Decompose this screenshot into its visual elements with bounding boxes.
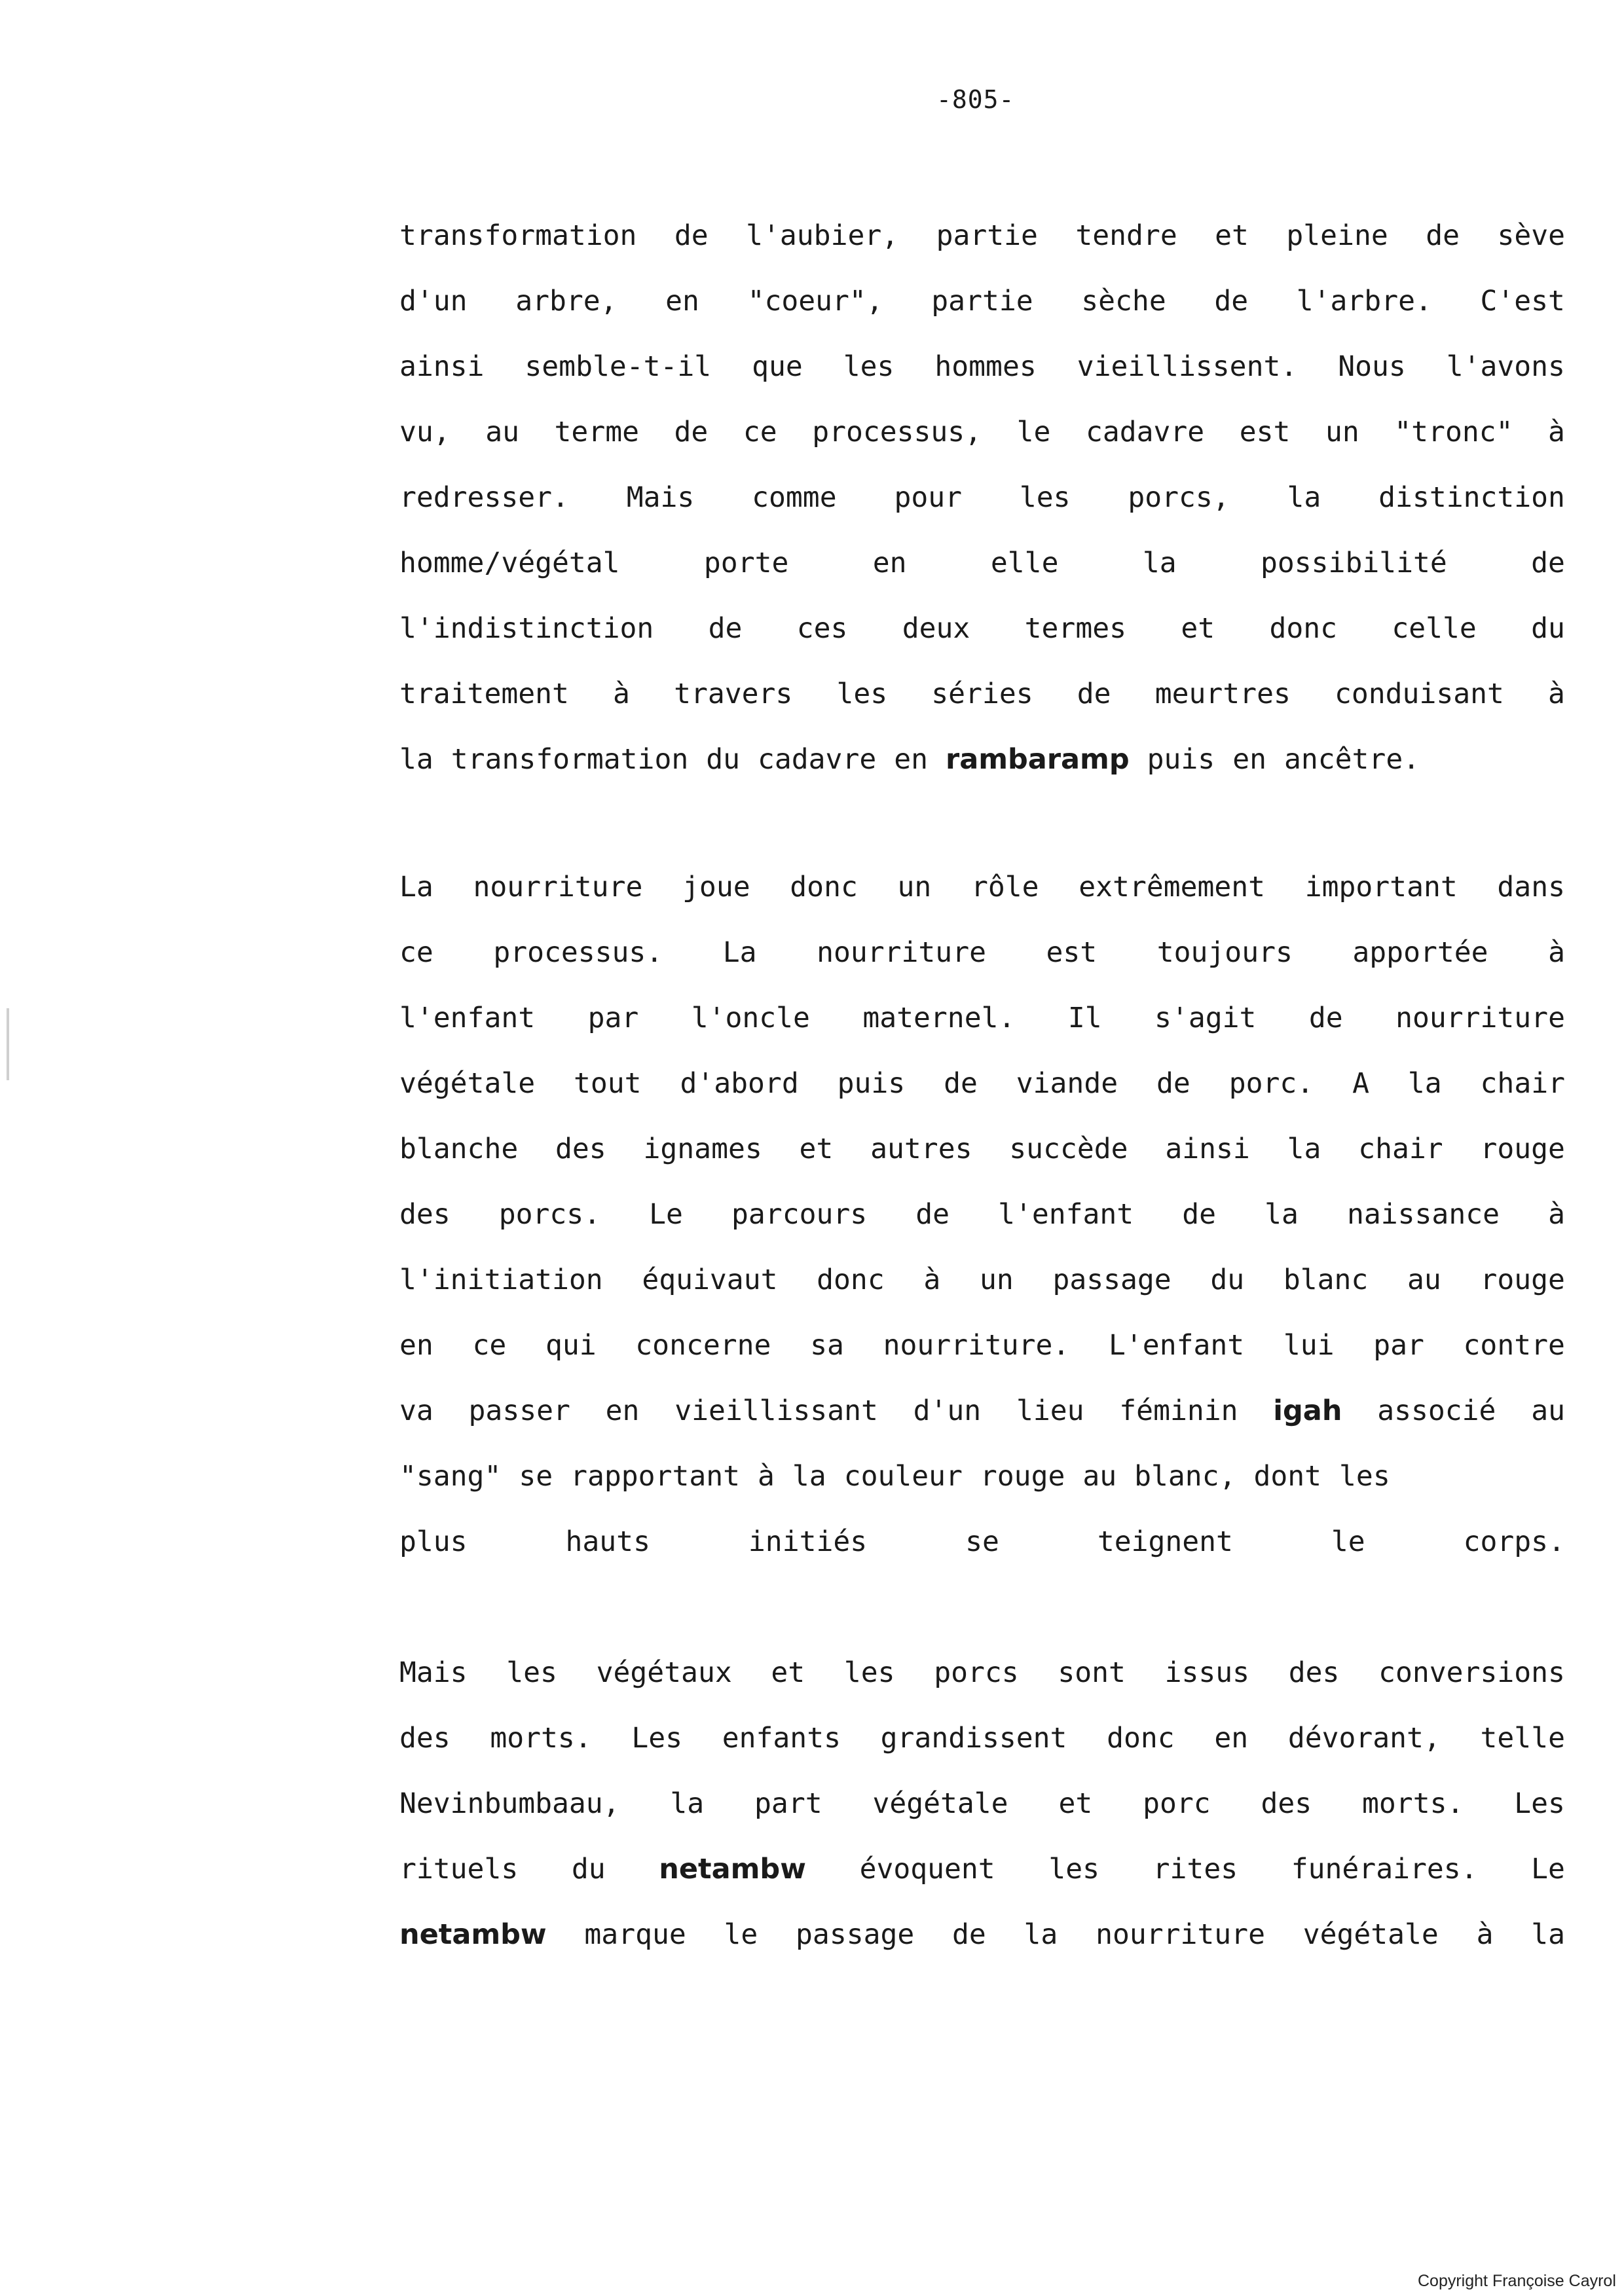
- word: conduisant: [1335, 678, 1504, 710]
- word: au: [1531, 1394, 1565, 1427]
- word: partie: [931, 285, 1033, 318]
- word: l'enfant: [399, 1002, 536, 1034]
- word: à: [613, 678, 630, 710]
- word: de: [674, 416, 709, 448]
- text-line: [399, 268, 1565, 334]
- text-line: [399, 465, 1565, 530]
- word: les: [843, 1656, 895, 1689]
- word: terme: [554, 416, 639, 448]
- word: C'est: [1480, 285, 1565, 318]
- word: porcs.: [498, 1198, 601, 1231]
- word: l'initiation: [399, 1264, 603, 1296]
- word: et: [1181, 612, 1215, 645]
- word: végétale: [399, 1067, 536, 1100]
- emphasized-term: igah: [1273, 1394, 1342, 1427]
- word: en: [894, 743, 928, 776]
- word: porte: [703, 547, 789, 579]
- word: équivaut: [642, 1264, 778, 1296]
- word: un: [979, 1264, 1014, 1296]
- word: dévorant,: [1287, 1722, 1441, 1755]
- word: de: [1077, 678, 1111, 710]
- word: deux: [902, 612, 970, 645]
- word: important: [1304, 871, 1458, 903]
- word: telle: [1480, 1722, 1565, 1755]
- word: à: [1548, 678, 1565, 710]
- word: et: [1215, 219, 1249, 252]
- word: partie: [936, 219, 1038, 252]
- word: "coeur",: [747, 285, 883, 318]
- word: du: [1531, 612, 1565, 645]
- word: vu,: [399, 416, 451, 448]
- word: par: [1373, 1329, 1424, 1362]
- word: apportée: [1352, 936, 1488, 969]
- text-line: [399, 1509, 1565, 1575]
- word: termes: [1024, 612, 1126, 645]
- word: Mais: [626, 481, 695, 514]
- word: blanc: [1283, 1264, 1369, 1296]
- word: la: [792, 1460, 826, 1493]
- word: la: [1024, 1918, 1058, 1951]
- word: l'oncle: [691, 1002, 810, 1034]
- word: l'indistinction: [399, 612, 654, 645]
- word: L'enfant: [1109, 1329, 1245, 1362]
- word: ainsi: [399, 350, 485, 383]
- text-line: [399, 1051, 1565, 1116]
- word: chair: [1480, 1067, 1565, 1100]
- word: processus.: [493, 936, 663, 969]
- word: porc.: [1228, 1067, 1314, 1100]
- word: funéraires.: [1291, 1853, 1478, 1886]
- word: conversions: [1378, 1656, 1565, 1689]
- word: se: [965, 1525, 999, 1558]
- word: un: [897, 871, 932, 903]
- text-line: [399, 1182, 1565, 1247]
- word: tout: [574, 1067, 642, 1100]
- word: à: [1548, 1198, 1565, 1231]
- word: de: [674, 219, 709, 252]
- word: les: [1339, 1460, 1390, 1493]
- word: les: [836, 678, 888, 710]
- text-line: [399, 854, 1565, 920]
- word: le: [724, 1918, 758, 1951]
- page-number: -805-: [936, 85, 1015, 114]
- word: au: [1082, 1460, 1117, 1493]
- text-line: [399, 661, 1565, 727]
- word: du: [706, 743, 740, 776]
- word: vieillissent.: [1077, 350, 1298, 383]
- text-line: [399, 1640, 1565, 1705]
- text-line: [399, 1313, 1565, 1378]
- text-line: [399, 1444, 1565, 1509]
- word: succède: [1009, 1133, 1128, 1165]
- text-line: [399, 920, 1565, 985]
- word: sèche: [1081, 285, 1166, 318]
- word: dont: [1253, 1460, 1322, 1493]
- word: marque: [584, 1918, 686, 1951]
- word: part: [754, 1787, 822, 1820]
- word: puis: [837, 1067, 906, 1100]
- word: traitement: [399, 678, 569, 710]
- word: à: [758, 1460, 775, 1493]
- word: Nous: [1338, 350, 1406, 383]
- paragraph-3: [399, 1640, 1565, 1967]
- word: viande: [1016, 1067, 1118, 1100]
- text-line: [399, 1705, 1565, 1771]
- word: sa: [810, 1329, 844, 1362]
- emphasized-term: netambw: [399, 1918, 547, 1951]
- word: l'avons: [1446, 350, 1565, 383]
- word: la: [1287, 481, 1321, 514]
- word: donc: [817, 1264, 885, 1296]
- word: est: [1239, 416, 1291, 448]
- text-line: [399, 596, 1565, 661]
- word: naissance: [1346, 1198, 1500, 1231]
- word: "tronc": [1394, 416, 1513, 448]
- word: des: [555, 1133, 606, 1165]
- text-line: [399, 203, 1565, 268]
- word: de: [915, 1198, 950, 1231]
- word: les: [843, 350, 895, 383]
- word: donc: [790, 871, 858, 903]
- word: et: [1058, 1787, 1093, 1820]
- word: dans: [1497, 871, 1565, 903]
- text-line: [399, 727, 1565, 792]
- word: nourriture: [817, 936, 986, 969]
- word: de: [1426, 219, 1460, 252]
- word: Les: [1514, 1787, 1565, 1820]
- word: du: [571, 1853, 606, 1886]
- word: se: [519, 1460, 553, 1493]
- word: parcours: [731, 1198, 868, 1231]
- word: ces: [796, 612, 848, 645]
- word: végétale: [872, 1787, 1008, 1820]
- word: au: [485, 416, 519, 448]
- word: transformation: [399, 219, 637, 252]
- word: La: [399, 871, 434, 903]
- word: corps.: [1463, 1525, 1565, 1558]
- copyright-footer: Copyright Françoise Cayrol: [1418, 2272, 1616, 2290]
- word: Nevinbumbaau,: [399, 1787, 620, 1820]
- word: nourriture: [473, 871, 643, 903]
- word: grandissent: [880, 1722, 1067, 1755]
- word: de: [1308, 1002, 1343, 1034]
- word: la: [1287, 1133, 1321, 1165]
- word: de: [1182, 1198, 1217, 1231]
- text-line: [399, 1771, 1565, 1836]
- paragraph-1: [399, 203, 1565, 792]
- word: pleine: [1286, 219, 1388, 252]
- word: homme/végétal: [399, 547, 620, 579]
- word: nourriture.: [883, 1329, 1070, 1362]
- word: la: [1142, 547, 1177, 579]
- word: autres: [870, 1133, 972, 1165]
- word: porc: [1143, 1787, 1211, 1820]
- word: travers: [674, 678, 793, 710]
- word: Il: [1067, 1002, 1102, 1034]
- word: blanche: [399, 1133, 519, 1165]
- word: de: [944, 1067, 978, 1100]
- word: porcs,: [1128, 481, 1230, 514]
- word: de: [952, 1918, 986, 1951]
- word: lieu: [1016, 1394, 1084, 1427]
- word: ainsi: [1165, 1133, 1250, 1165]
- word: concerne: [635, 1329, 771, 1362]
- word: ce: [399, 936, 434, 969]
- word: en: [665, 285, 699, 318]
- word: possibilité: [1261, 547, 1447, 579]
- word: celle: [1392, 612, 1477, 645]
- word: de: [1214, 285, 1249, 318]
- word: Le: [1531, 1853, 1565, 1886]
- word: nourriture: [1395, 1002, 1565, 1034]
- word: vieillissant: [674, 1394, 878, 1427]
- word: pour: [894, 481, 962, 514]
- word: ce: [472, 1329, 507, 1362]
- paragraph-2: [399, 854, 1565, 1575]
- word: initiés: [748, 1525, 868, 1558]
- word: sève: [1497, 219, 1565, 252]
- word: la: [399, 743, 434, 776]
- word: rôle: [971, 871, 1039, 903]
- word: nourriture: [1096, 1918, 1265, 1951]
- word: issus: [1164, 1656, 1250, 1689]
- word: extrêmement: [1079, 871, 1266, 903]
- word: les: [506, 1656, 557, 1689]
- word: "sang": [399, 1460, 502, 1493]
- word: et: [799, 1133, 834, 1165]
- word: la: [1264, 1198, 1299, 1231]
- word: arbre,: [515, 285, 618, 318]
- word: d'abord: [680, 1067, 799, 1100]
- word: Les: [631, 1722, 683, 1755]
- word: au: [1407, 1264, 1441, 1296]
- word: meurtres: [1154, 678, 1291, 710]
- word: associé: [1377, 1394, 1496, 1427]
- text-line: [399, 985, 1565, 1051]
- text-line: [399, 334, 1565, 399]
- word: A: [1352, 1067, 1369, 1100]
- word: ce: [743, 416, 777, 448]
- word: va: [399, 1394, 434, 1427]
- word: tendre: [1075, 219, 1177, 252]
- word: redresser.: [399, 481, 569, 514]
- word: végétaux: [596, 1656, 732, 1689]
- word: des: [399, 1722, 451, 1755]
- text-line: [399, 1836, 1565, 1902]
- word: rapportant: [570, 1460, 741, 1493]
- word: qui: [545, 1329, 597, 1362]
- word: un: [1325, 416, 1359, 448]
- word: distinction: [1378, 481, 1565, 514]
- word: chair: [1358, 1133, 1443, 1165]
- word: la: [1407, 1067, 1442, 1100]
- word: le: [1331, 1525, 1365, 1558]
- word: la: [670, 1787, 705, 1820]
- word: comme: [752, 481, 837, 514]
- word: les: [1019, 481, 1071, 514]
- emphasized-term: rambaramp: [946, 743, 1130, 776]
- text-line: [399, 1378, 1565, 1444]
- word: hauts: [565, 1525, 650, 1558]
- text-line: [399, 399, 1565, 465]
- word: cadavre: [758, 743, 877, 776]
- word: teignent: [1097, 1525, 1233, 1558]
- word: à: [1548, 936, 1565, 969]
- word: rouge: [1480, 1264, 1565, 1296]
- word: en: [872, 547, 907, 579]
- word: que: [752, 350, 803, 383]
- text-line: [399, 1902, 1565, 1967]
- word: l'aubier,: [746, 219, 899, 252]
- word: morts.: [490, 1722, 592, 1755]
- word: semble-t-il: [525, 350, 712, 383]
- text-line: [399, 1247, 1565, 1313]
- word: hommes: [934, 350, 1037, 383]
- word: lui: [1283, 1329, 1335, 1362]
- word: féminin: [1119, 1394, 1238, 1427]
- word: passage: [1052, 1264, 1172, 1296]
- word: en: [399, 1329, 434, 1362]
- word: elle: [990, 547, 1059, 579]
- word: en: [605, 1394, 640, 1427]
- word: à: [1548, 416, 1565, 448]
- word: cadavre: [1085, 416, 1205, 448]
- word: l'enfant: [998, 1198, 1134, 1231]
- word: du: [1210, 1264, 1245, 1296]
- word: le: [1016, 416, 1051, 448]
- word: séries: [931, 678, 1033, 710]
- word: donc: [1107, 1722, 1175, 1755]
- word: processus,: [812, 416, 982, 448]
- word: à: [1476, 1918, 1494, 1951]
- word: Mais: [399, 1656, 468, 1689]
- word: évoquent: [859, 1853, 995, 1886]
- word: à: [923, 1264, 941, 1296]
- word: contre: [1463, 1329, 1565, 1362]
- word: des: [399, 1198, 451, 1231]
- word: plus: [399, 1525, 468, 1558]
- word: passer: [468, 1394, 570, 1427]
- word: La: [722, 936, 757, 969]
- word: s'agit: [1154, 1002, 1257, 1034]
- word: enfants: [722, 1722, 841, 1755]
- scan-edge-mark: [7, 1008, 9, 1080]
- text-line: [399, 1116, 1565, 1182]
- word: blanc,: [1134, 1460, 1236, 1493]
- word: Le: [649, 1198, 683, 1231]
- word: d'un: [913, 1394, 982, 1427]
- word: sont: [1058, 1656, 1126, 1689]
- word: porcs: [934, 1656, 1019, 1689]
- emphasized-term: netambw: [659, 1853, 806, 1886]
- word: donc: [1269, 612, 1337, 645]
- word: de: [708, 612, 743, 645]
- word: morts.: [1362, 1787, 1464, 1820]
- word: maternel.: [862, 1002, 1016, 1034]
- word: en: [1232, 743, 1266, 776]
- word: de: [1531, 547, 1565, 579]
- word: puis: [1147, 743, 1215, 776]
- word: par: [587, 1002, 639, 1034]
- word: ignames: [643, 1133, 762, 1165]
- text-line: [399, 530, 1565, 596]
- word: joue: [682, 871, 750, 903]
- word: l'arbre.: [1296, 285, 1432, 318]
- word: des: [1261, 1787, 1312, 1820]
- word: transformation: [451, 743, 689, 776]
- word: toujours: [1156, 936, 1293, 969]
- word: d'un: [399, 285, 468, 318]
- word: couleur: [843, 1460, 963, 1493]
- word: végétale: [1302, 1918, 1439, 1951]
- word: en: [1214, 1722, 1249, 1755]
- word: rouge: [980, 1460, 1065, 1493]
- word: de: [1156, 1067, 1190, 1100]
- word: est: [1046, 936, 1098, 969]
- word: passage: [796, 1918, 915, 1951]
- word: rituels: [399, 1853, 519, 1886]
- word: et: [771, 1656, 805, 1689]
- word: les: [1048, 1853, 1100, 1886]
- word: rouge: [1480, 1133, 1565, 1165]
- word: des: [1288, 1656, 1340, 1689]
- word: rites: [1153, 1853, 1238, 1886]
- word: la: [1531, 1918, 1565, 1951]
- word: ancêtre.: [1283, 743, 1420, 776]
